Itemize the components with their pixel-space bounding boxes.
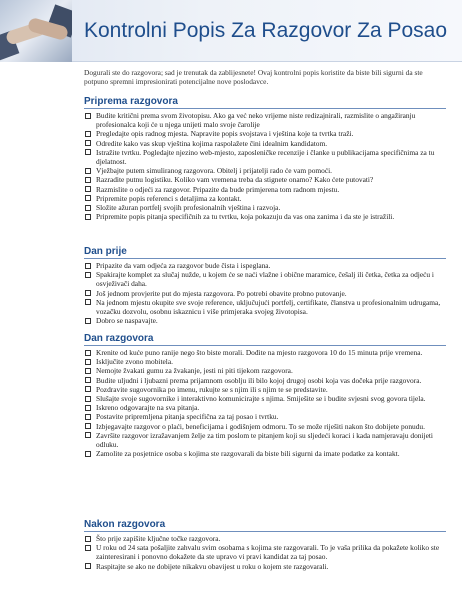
checkbox-icon[interactable] xyxy=(85,168,91,174)
checklist-item[interactable]: Krenite od kuće puno ranije nego što biste morali. Dođite na mjesto razgovora 10 do 15 minuta prije vremena. xyxy=(84,348,446,357)
checklist-item[interactable]: Pripazite da vam odjeća za razgovor bude čista i ispeglana. xyxy=(84,261,446,270)
checklist-item[interactable]: U roku od 24 sata pošaljite zahvalu svim osobama s kojima ste razgovarali. To je vaša prilika da pokažete koliko ste zainteresirani i ponovno dokažete da ste upravo vi pravi kandidat za taj posao. xyxy=(84,543,446,561)
checklist-item[interactable]: Spakirajte komplet za slučaj nužde, u kojem će se naći vlažne i obične maramice, češalj ili četka, četka za odjeću i osvježivači daha. xyxy=(84,270,446,288)
checklist-item[interactable]: Pregledajte opis radnog mjesta. Napravite popis svojstava i vještina koje ta tvrtka traži. xyxy=(84,129,446,138)
checklist-item[interactable]: Odredite kako vas skup vještina kojima raspolažete čini idealnim kandidatom. xyxy=(84,139,446,148)
section-heading: Dan razgovora xyxy=(84,333,446,346)
checkbox-icon[interactable] xyxy=(85,396,91,402)
checklist-item[interactable]: Pripremite popis referenci s detaljima za kontakt. xyxy=(84,194,446,203)
checkbox-icon[interactable] xyxy=(85,377,91,383)
checkbox-icon[interactable] xyxy=(85,432,91,438)
checkbox-icon[interactable] xyxy=(85,195,91,201)
checkbox-icon[interactable] xyxy=(85,113,91,119)
checklist-item[interactable]: Zamolite za posjetnice osoba s kojima ste razgovarali da biste bili sigurni da imate podatke za kontakt. xyxy=(84,449,446,458)
checkbox-icon[interactable] xyxy=(85,536,91,542)
checkbox-icon[interactable] xyxy=(85,299,91,305)
section-heading: Nakon razgovora xyxy=(84,519,446,532)
checkbox-icon[interactable] xyxy=(85,350,91,356)
checklist-item[interactable]: Postavite pripremljena pitanja specifična za taj posao i tvrtku. xyxy=(84,412,446,421)
checkbox-icon[interactable] xyxy=(85,386,91,392)
checkbox-icon[interactable] xyxy=(85,140,91,146)
checkbox-icon[interactable] xyxy=(85,318,91,324)
checklist-item[interactable]: Budite uljudni i ljubazni prema prijamnom osoblju ili bilo kojoj drugoj osobi koja vas dočeka prije razgovora. xyxy=(84,376,446,385)
checklist-item[interactable]: Izbjegavajte razgovor o plaći, beneficijama i godišnjem odmoru. To se može riješiti nakon što dobijete ponudu. xyxy=(84,422,446,431)
checkbox-icon[interactable] xyxy=(85,451,91,457)
checkbox-icon[interactable] xyxy=(85,177,91,183)
checklist-item[interactable]: Isključite zvono mobitela. xyxy=(84,357,446,366)
checkbox-icon[interactable] xyxy=(85,563,91,569)
checklist-item[interactable]: Na jednom mjestu okupite sve svoje reference, uključujući portfelj, certifikate, članstva u profesionalnim udrugama, vozačku dozvolu, osobnu iskaznicu i više primjeraka svojeg životopisa. xyxy=(84,298,446,316)
checklist-item[interactable]: Iskreno odgovarajte na sva pitanja. xyxy=(84,403,446,412)
checkbox-icon[interactable] xyxy=(85,405,91,411)
section-interview-prep xyxy=(84,96,446,221)
checklist-item[interactable]: Dobro se naspavajte. xyxy=(84,316,446,325)
checkbox-icon[interactable] xyxy=(85,272,91,278)
section-heading: Dan prije xyxy=(84,246,446,259)
checklist-item[interactable]: Što prije zapišite ključne točke razgovora. xyxy=(84,534,446,543)
checklist-item[interactable]: Vježbajte putem simuliranog razgovora. Obitelj i prijatelji rado će vam pomoći. xyxy=(84,166,446,175)
checkbox-icon[interactable] xyxy=(85,263,91,269)
checkbox-icon[interactable] xyxy=(85,359,91,365)
checklist-item[interactable]: Razradite putnu logistiku. Koliko vam vremena treba da stignete onamo? Kako ćete putovati? xyxy=(84,175,446,184)
section-heading: Priprema razgovora xyxy=(84,96,446,109)
checkbox-icon[interactable] xyxy=(85,290,91,296)
checklist-item[interactable]: Raspitajte se ako ne dobijete nikakvu obavijest u roku o kojem ste razgovarali. xyxy=(84,562,446,571)
checkbox-icon[interactable] xyxy=(85,414,91,420)
checklist-item[interactable]: Pripremite popis pitanja specifičnih za tu tvrtku, koja pokazuju da vas ona zanima i da ste je istražili. xyxy=(84,212,446,221)
intro-paragraph: Dogurali ste do razgovora; sad je trenutak da zablijesnete! Ovaj kontrolni popis koristite da biste bili sigurni da ste potpuno spremni impresionirati potencijalne nove poslodavce. xyxy=(84,68,423,87)
checklist-item[interactable]: Istražite tvrtku. Pogledajte njezino web-mjesto, zaposleničke recenzije i članke u publikacijama specifičnima za tu djelatnost. xyxy=(84,148,446,166)
checkbox-icon[interactable] xyxy=(85,131,91,137)
checkbox-icon[interactable] xyxy=(85,205,91,211)
checklist-item[interactable]: Nemojte žvakati gumu za žvakanje, jesti ni piti tijekom razgovora. xyxy=(84,366,446,375)
checklist-item[interactable]: Složite ažuran portfelj svojih profesionalnih vještina i razvoja. xyxy=(84,203,446,212)
checklist-item[interactable]: Pozdravite sugovornika po imenu, rukujte se s njim ili s njim te se predstavite. xyxy=(84,385,446,394)
checklist-item[interactable]: Budite kritični prema svom životopisu. Ako ga već neko vrijeme niste redizajnirali, razmislite o angažiranju profesionalca koji će u njega unijeti malo svoje čarolije xyxy=(84,111,446,129)
checkbox-icon[interactable] xyxy=(85,423,91,429)
checklist-item[interactable]: Završite razgovor izražavanjem želje za tim poslom te pitanjem koji su sljedeći koraci i kada namjeravaju donijeti odluku. xyxy=(84,431,446,449)
checkbox-icon[interactable] xyxy=(85,545,91,551)
checklist-item[interactable]: Slušajte svoje sugovornike i interaktivno komunicirajte s njima. Smiješite se i budite svjesni svog govora tijela. xyxy=(84,394,446,403)
checklist-item[interactable]: Razmislite o odjeći za razgovor. Pripazite da bude primjerena tom radnom mjestu. xyxy=(84,185,446,194)
checklist-item[interactable]: Još jednom provjerite put do mjesta razgovora. Po potrebi obavite probno putovanje. xyxy=(84,289,446,298)
section-day-before xyxy=(84,246,446,325)
section-after-interview xyxy=(84,519,446,571)
handshake-photo xyxy=(0,0,72,62)
checkbox-icon[interactable] xyxy=(85,368,91,374)
checkbox-icon[interactable] xyxy=(85,149,91,155)
checkbox-icon[interactable] xyxy=(85,214,91,220)
checkbox-icon[interactable] xyxy=(85,186,91,192)
header-banner xyxy=(0,0,462,62)
section-interview-day xyxy=(84,333,446,458)
page-title: Kontrolni Popis Za Razgovor Za Posao xyxy=(84,19,448,42)
